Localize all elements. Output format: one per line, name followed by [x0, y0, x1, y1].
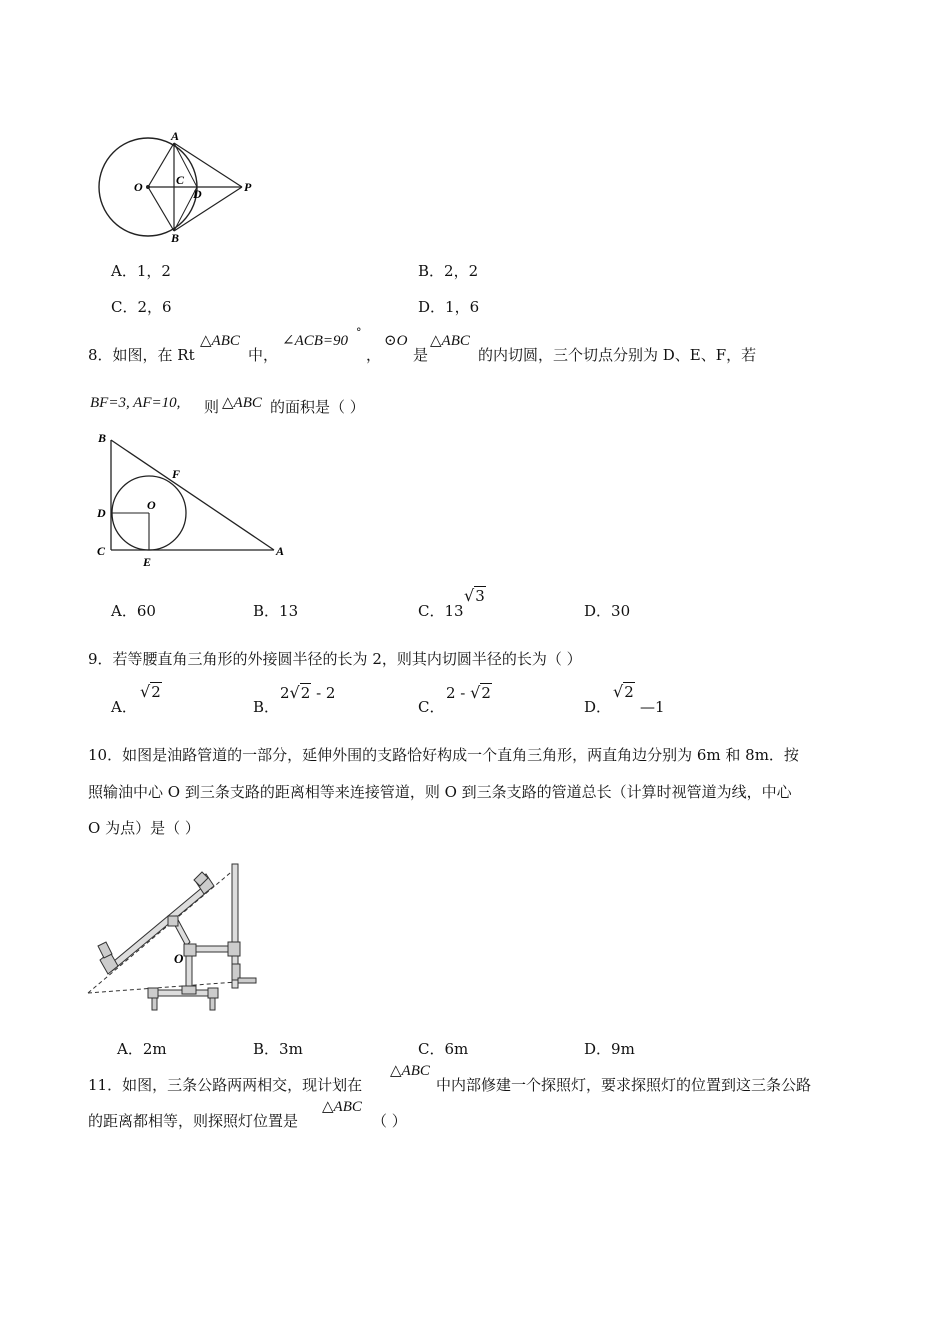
q9-option-b-label: B．	[253, 698, 280, 716]
q10-option-c: C．6m	[418, 1040, 469, 1058]
q10-pipe-joint-base	[182, 986, 196, 994]
q11-line1-suffix: 中内部修建一个探照灯，要求探照灯的位置到这三条公路	[436, 1076, 812, 1094]
q9-option-c-expr	[446, 683, 492, 702]
q10-line3: O 为点）是（ ）	[88, 819, 200, 837]
q7-label-o: O	[134, 180, 143, 194]
q8-is: 是	[413, 346, 429, 364]
sqrt-icon: √	[140, 682, 151, 701]
q8-label-d: D	[97, 506, 106, 520]
q8-comma: ，	[366, 346, 382, 364]
q7-line-bp	[174, 187, 242, 231]
q10-pipeline-figure	[86, 860, 266, 1016]
q7-option-b: B．2，2	[418, 262, 479, 280]
q8-figure	[92, 428, 292, 572]
q8-angle: ∠ACB=90	[282, 333, 349, 349]
q7-point-o	[146, 185, 150, 189]
q8-option-c-sqrt	[464, 586, 486, 605]
q7-option-d: D．1，6	[418, 298, 480, 316]
sqrt-icon: √	[289, 683, 300, 702]
q8-label-o: O	[147, 498, 156, 512]
q8-tri3: △ABC	[222, 395, 262, 411]
sqrt-icon: √	[470, 683, 481, 702]
q8-tri1: △ABC	[200, 333, 240, 349]
q11-tri1: △ABC	[390, 1063, 430, 1079]
q7-option-a: A．1，2	[111, 262, 171, 280]
q7-line-ob	[148, 187, 174, 231]
q7-option-c: C．2，6	[111, 298, 172, 316]
q8-prefix: 8．如图，在 Rt	[88, 346, 195, 364]
q10-option-b: B．3m	[253, 1040, 303, 1058]
q8-degree: °	[356, 326, 362, 339]
q10-pipe-joint-diag	[168, 916, 178, 926]
q9-option-c-radicand: 2	[481, 684, 491, 702]
q9-option-c-head: 2 -	[446, 684, 471, 702]
q10-option-d: D．9m	[584, 1040, 635, 1058]
q10-pipe-elbow-bottom-end	[98, 942, 112, 958]
q10-pipe-diagonal	[108, 886, 208, 971]
q9-option-d-tail: —1	[640, 698, 665, 716]
q8-label-f: F	[172, 467, 181, 481]
q10-pipe-base-right-cap	[208, 988, 218, 998]
q7-label-d: D	[193, 187, 202, 201]
q11-line1-prefix: 11．如图，三条公路两两相交，现计划在	[88, 1076, 363, 1094]
q10-pipe-base-left-leg	[152, 998, 157, 1010]
q9-question: 9．若等腰直角三角形的外接圆半径的长为 2，则其内切圆半径的长为（ ）	[88, 650, 582, 668]
q10-label-o: O	[174, 951, 184, 966]
q8-label-a: A	[276, 544, 285, 558]
q8-mid: 中，	[248, 346, 279, 364]
q9-option-d-label: D．	[584, 698, 612, 716]
q8-side-ab	[111, 440, 274, 550]
q8-label-e: E	[143, 555, 152, 569]
q7-label-a: A	[171, 129, 180, 143]
q10-pipe-base-left-cap	[148, 988, 158, 998]
q10-pipe-joint-right	[228, 942, 240, 956]
sqrt-icon: √	[613, 682, 624, 701]
q7-label-c: C	[176, 173, 185, 187]
q8-option-d: D．30	[584, 602, 631, 620]
q11-tri2: △ABC	[322, 1099, 362, 1115]
q8-label-c: C	[97, 544, 106, 558]
q9-option-a-radicand: 2	[151, 683, 161, 701]
q11-line2-prefix: 的距离都相等，则探照灯位置是	[88, 1112, 299, 1130]
q8-then: 则	[204, 398, 220, 416]
q10-line1: 10．如图是油路管道的一部分，延伸外围的支路恰好构成一个直角三角形，两直角边分别为 6m 和 8m．按	[88, 746, 799, 764]
q9-option-b-expr	[280, 683, 335, 702]
q9-option-d-sqrt	[613, 682, 635, 701]
q9-option-c-label: C．	[418, 698, 445, 716]
q7-line-ap	[174, 143, 242, 187]
q7-label-p: P	[244, 180, 252, 194]
sqrt-icon: √	[464, 586, 475, 605]
q11-line2-suffix: （ ）	[372, 1112, 407, 1130]
q9-option-b-tail: - 2	[311, 684, 336, 702]
q8-option-c-radicand: 3	[475, 587, 485, 605]
q7-figure	[92, 128, 262, 246]
q7-label-b: B	[171, 231, 180, 245]
q10-pipe-lower-right-branch	[238, 978, 256, 983]
q10-pipe-base-right-leg	[210, 998, 215, 1010]
q8-option-b: B．13	[253, 602, 299, 620]
q9-option-a-label: A．	[111, 698, 137, 716]
q8-circle: ⊙O	[384, 333, 408, 349]
q8-given: BF=3, AF=10,	[90, 395, 181, 411]
q8-tri2: △ABC	[430, 333, 470, 349]
q8-option-c: C．13	[418, 602, 464, 620]
q8-label-b: B	[98, 431, 107, 445]
q9-option-b-radicand: 2	[300, 684, 311, 702]
q10-option-a: A．2m	[117, 1040, 167, 1058]
q9-option-a-sqrt	[140, 682, 162, 701]
q8-option-a: A．60	[111, 602, 156, 620]
q10-line2: 照输油中心 O 到三条支路的距离相等来连接管道，则 O 到三条支路的管道总长（计算时视管道为线，中心	[88, 783, 792, 801]
q8-suffix: 的内切圆，三个切点分别为 D、E、F，若	[478, 346, 757, 364]
q10-pipe-joint-center	[184, 944, 196, 956]
q8-line2-suffix: 的面积是（ ）	[270, 398, 365, 416]
q9-option-d-radicand: 2	[624, 683, 634, 701]
q9-option-b-coef: 2	[280, 684, 290, 702]
q7-line-oa	[148, 143, 174, 187]
